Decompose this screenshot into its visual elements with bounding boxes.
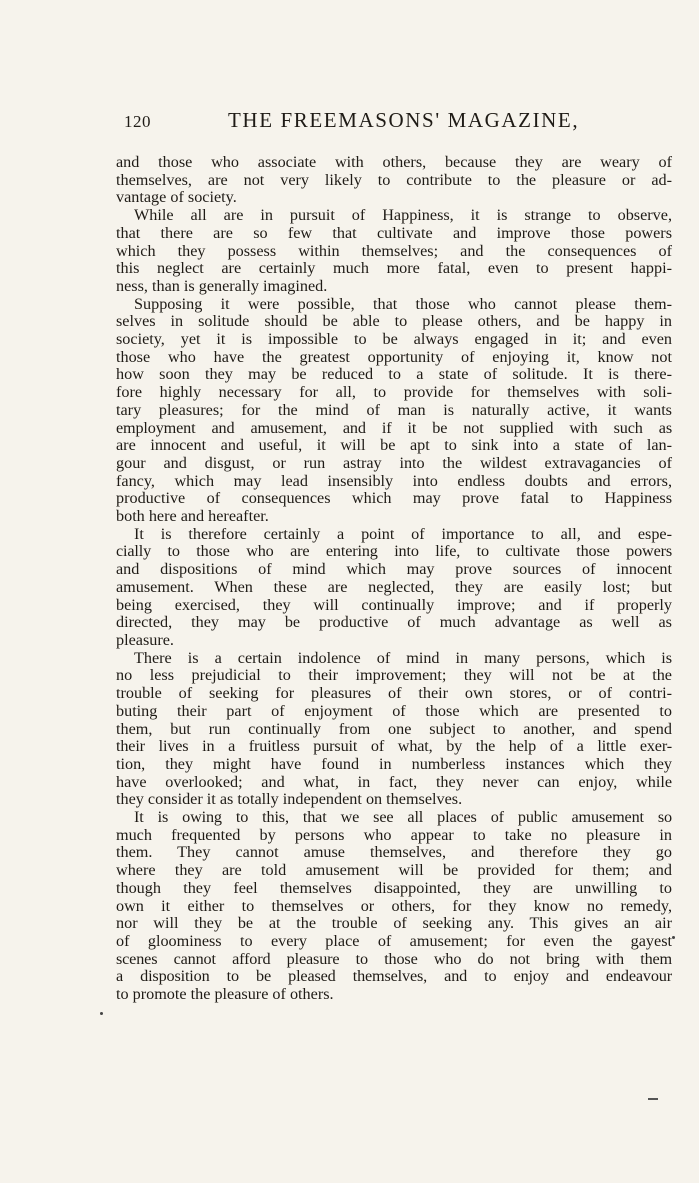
text-line: and those who associate with others, because they are weary of (116, 153, 672, 171)
text-line: them. They cannot amuse themselves, and therefore they go (116, 843, 672, 862)
text-line: how soon they may be reduced to a state of solitude. It is there- (116, 365, 672, 384)
text-line: where they are told amusement will be provided for them; and (116, 861, 672, 880)
text-line: much frequented by persons who appear to take no pleasure in (116, 825, 672, 844)
text-line: productive of consequences which may prove fatal to Happiness (116, 489, 672, 508)
text-line: nor will they be at the trouble of seeking any. This gives an air (116, 914, 672, 933)
text-line: both here and hereafter. (116, 507, 269, 526)
text-line: selves in solitude should be able to please others, and be happy in (116, 312, 672, 331)
text-line: themselves, are not very likely to contribute to the pleasure or ad- (116, 170, 672, 189)
text-line: directed, they may be productive of much advantage as well as (116, 613, 672, 632)
text-line: amusement. When these are neglected, they are easily lost; but (116, 577, 672, 596)
text-line: scenes cannot afford pleasure to those who do not bring with them (116, 949, 672, 968)
text-line: trouble of seeking for pleasures of their own stores, or of contri- (116, 684, 672, 703)
margin-speck (672, 936, 675, 939)
text-line: being exercised, they will continually improve; and if properly (116, 595, 672, 614)
text-line: of gloominess to every place of amusement; for even the gayest (116, 931, 672, 950)
text-line: them, but run continually from one subject to another, and spend (116, 719, 672, 738)
text-line: a disposition to be pleased themselves, and to enjoy and endeavour (116, 967, 672, 986)
catchword-mark (648, 1098, 658, 1100)
text-line: and dispositions of mind which may prove sources of innocent (116, 560, 672, 579)
text-line: employment and amusement, and if it be not supplied with such as (116, 418, 672, 437)
text-line: vantage of society. (116, 188, 237, 207)
text-line: It is therefore certainly a point of importance to all, and espe- (134, 524, 672, 543)
text-line: their lives in a fruitless pursuit of what, by the help of a little exer- (116, 737, 672, 756)
text-line: tary pleasures; for the mind of man is naturally active, it wants (116, 400, 672, 419)
text-line: have overlooked; and what, in fact, they never can enjoy, while (116, 772, 672, 791)
text-line: those who have the greatest opportunity of enjoying it, know not (116, 347, 672, 366)
text-line: no less prejudicial to their improvement; they will not be at the (116, 666, 672, 685)
text-line: tion, they might have found in numberless instances which they (116, 754, 672, 773)
running-title: THE FREEMASONS' MAGAZINE, (228, 108, 580, 132)
page-number: 120 (124, 112, 151, 131)
article-body (116, 154, 672, 1004)
text-line: buting their part of enjoyment of those which are presented to (116, 701, 672, 720)
text-line: own it either to themselves or others, for they know no remedy, (116, 896, 672, 915)
text-line: fancy, which may lead insensibly into endless doubts and errors, (116, 471, 672, 490)
text-line: Supposing it were possible, that those who cannot please them- (134, 294, 672, 313)
text-line: society, yet it is impossible to be always engaged in it; and even (116, 330, 672, 349)
text-line: that there are so few that cultivate and improve those powers (116, 223, 672, 242)
text-line: There is a certain indolence of mind in many persons, which is (134, 648, 672, 667)
text-line: they consider it as totally independent on themselves. (116, 790, 463, 809)
text-line: which they possess within themselves; and the consequences of (116, 241, 672, 260)
text-line: pleasure. (116, 630, 174, 649)
text-line: fore highly necessary for all, to provide for themselves with soli- (116, 383, 672, 402)
text-line: are innocent and useful, it will be apt to sink into a state of lan- (116, 436, 672, 455)
text-line: to promote the pleasure of others. (116, 985, 334, 1004)
text-line: While all are in pursuit of Happiness, it is strange to observe, (134, 206, 672, 225)
text-line: though they feel themselves disappointed, they are unwilling to (116, 878, 672, 897)
text-line: cially to those who are entering into life, to cultivate those powers (116, 542, 672, 561)
page-header (124, 108, 669, 138)
margin-speck (100, 1012, 103, 1015)
text-line: gour and disgust, or run astray into the wildest extravagancies of (116, 453, 672, 472)
text-line: ness, than is generally imagined. (116, 276, 328, 295)
text-line: It is owing to this, that we see all places of public amusement so (134, 808, 672, 827)
text-line: this neglect are certainly much more fatal, even to present happi- (116, 259, 672, 278)
